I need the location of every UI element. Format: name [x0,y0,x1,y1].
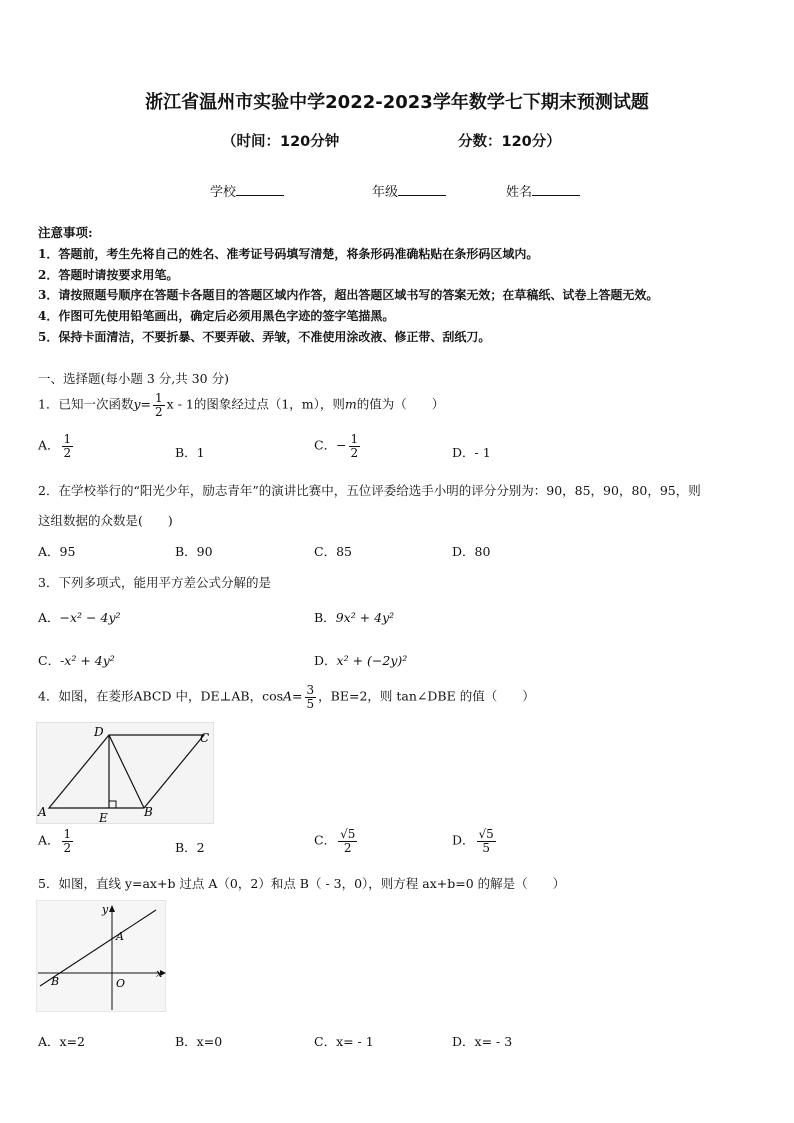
note-item: 3．请按照题号顺序在答题卡各题目的答题区域内作答，超出答题区域书写的答案无效；在草稿纸、试卷上答题无效。 [38,288,659,302]
q4-frac-num: 3 [306,683,315,697]
q4-a-num: 1 [63,827,72,841]
option-label: A． [38,437,60,453]
q4-d-fraction [477,828,496,854]
q1-frac-num: 1 [155,391,163,405]
option-label: D． [314,653,337,668]
q5-option-c[interactable]: C．x= - 1 [314,1034,374,1049]
q1-a-fraction [62,433,74,459]
label-b: B [51,975,60,988]
q4-option-d[interactable] [452,828,498,854]
q3-a-expr: −x² − 4y² [59,610,121,625]
label-o: O [116,977,126,990]
q4-option-a[interactable] [38,828,75,854]
q3-option-b[interactable] [314,608,394,626]
grade-label: 年级 [372,185,399,200]
rhombus-figure [36,722,214,824]
q4-c-fraction [338,828,357,854]
note-item: 4．作图可先使用铅笔画出，确定后必须用黑色字迹的签字笔描黑。 [38,309,395,323]
question-2-line2: 这组数据的众数是( ) [38,513,173,528]
question-1 [38,392,444,418]
q1-a-num: 1 [63,432,72,446]
name-blank[interactable] [532,183,580,196]
q3-c-expr: -x² + 4y² [60,653,115,668]
q1-eq-rhs: x - 1 [166,396,194,412]
q2-option-d[interactable]: D．80 [452,544,491,559]
q4-a-fraction [62,828,74,854]
label-y: y [102,903,109,916]
school-label: 学校 [210,185,237,200]
q5-option-a[interactable]: A．x=2 [38,1034,86,1049]
option-label: C． [314,832,337,848]
q2-option-b[interactable]: B．90 [175,544,213,559]
q1-frac-den: 2 [155,404,163,419]
exam-time: （时间：120分钟 [222,134,340,150]
exam-score: 分数：120分） [458,134,561,150]
q3-option-c[interactable] [38,651,115,669]
label-a: A [116,930,124,943]
q2-option-c[interactable]: C．85 [314,544,352,559]
q4-d-den: 5 [482,840,490,855]
q4-eq: = [292,688,303,704]
q3-option-d[interactable] [314,651,407,669]
name-field[interactable] [506,181,580,200]
question-2-line1: 2．在学校举行的“阳光少年，励志青年”的演讲比赛中，五位评委给选手小明的评分分别为：90，85，90，80，95，则 [38,483,701,498]
q4-a-den: 2 [63,840,72,855]
line-graph-figure [36,900,166,1012]
q4-option-b[interactable]: B．2 [175,840,205,855]
note-item: 1．答题前，考生先将自己的姓名、准考证号码填写清楚，将条形码准确粘贴在条形码区域内。 [38,247,539,261]
q1-c-fraction [349,433,361,459]
exam-title: 浙江省温州市实验中学2022-2023学年数学七下期末预测试题 [145,92,649,113]
label-a: A [38,805,47,819]
label-c: C [200,731,210,745]
q1-end: 的值为（ ） [356,396,445,412]
q1-c-den: 2 [350,445,359,460]
option-label: C．− [314,437,347,453]
q4-suffix: ，BE=2，则 tan∠DBE 的值（ ） [318,688,535,704]
option-label: A． [38,610,60,625]
q3-d-expr: x² + (−2y)² [336,653,408,668]
label-d: D [94,725,104,739]
q4-frac-den: 5 [306,696,315,711]
q4-angle-var: A [283,688,293,704]
q3-b-expr: 9x² + 4y² [335,610,395,625]
q1-c-num: 1 [350,432,359,446]
figure-background [37,901,166,1012]
school-blank[interactable] [236,183,284,196]
section-heading: 一、选择题(每小题 3 分,共 30 分) [38,371,229,386]
q1-option-c[interactable] [314,433,362,459]
q3-option-a[interactable] [38,608,121,626]
name-label: 姓名 [506,185,533,200]
q1-suffix: 的图象经过点（1，m），则 [193,396,345,412]
grade-field[interactable] [372,181,446,200]
note-item: 5．保持卡面清洁，不要折暴、不要弄破、弄皱，不准使用涂改液、修正带、刮纸刀。 [38,330,491,344]
q1-a-den: 2 [63,445,72,460]
question-5: 5．如图，直线 y=ax+b 过点 A（0，2）和点 B（ - 3，0），则方程 ax+b=0 的解是（ ） [38,876,566,891]
q1-eq-lhs: y= [133,396,152,412]
label-e: E [99,811,108,824]
q4-c-den: 2 [343,840,352,855]
q1-prefix: 1．已知一次函数 [38,396,134,412]
option-label: C． [38,653,61,668]
q5-option-b[interactable]: B．x=0 [175,1034,223,1049]
q2-option-a[interactable]: A．95 [38,544,76,559]
q1-option-b[interactable]: B．1 [175,445,205,460]
school-field[interactable] [210,181,284,200]
q4-fraction [305,684,317,710]
grade-blank[interactable] [398,183,446,196]
option-label: D． [452,832,475,848]
q4-option-c[interactable] [314,828,359,854]
option-label: B． [314,610,336,625]
label-b: B [144,805,153,819]
note-item: 2．答题时请按要求用笔。 [38,268,179,282]
question-3: 3．下列多项式，能用平方差公式分解的是 [38,575,271,590]
q4-prefix: 4．如图，在菱形ABCD 中，DE⊥AB，cos [38,688,284,704]
q4-d-num: √5 [478,827,494,841]
option-label: A． [38,832,60,848]
q1-option-d[interactable]: D．- 1 [452,445,491,460]
question-4 [38,684,535,710]
q1-fraction [153,392,165,418]
q1-option-a[interactable] [38,433,75,459]
q4-c-num: √5 [340,827,356,841]
q5-option-d[interactable]: D．x= - 3 [452,1034,513,1049]
label-x: x [156,967,163,980]
q1-m: m [344,396,357,412]
notes-heading: 注意事项: [38,225,93,240]
